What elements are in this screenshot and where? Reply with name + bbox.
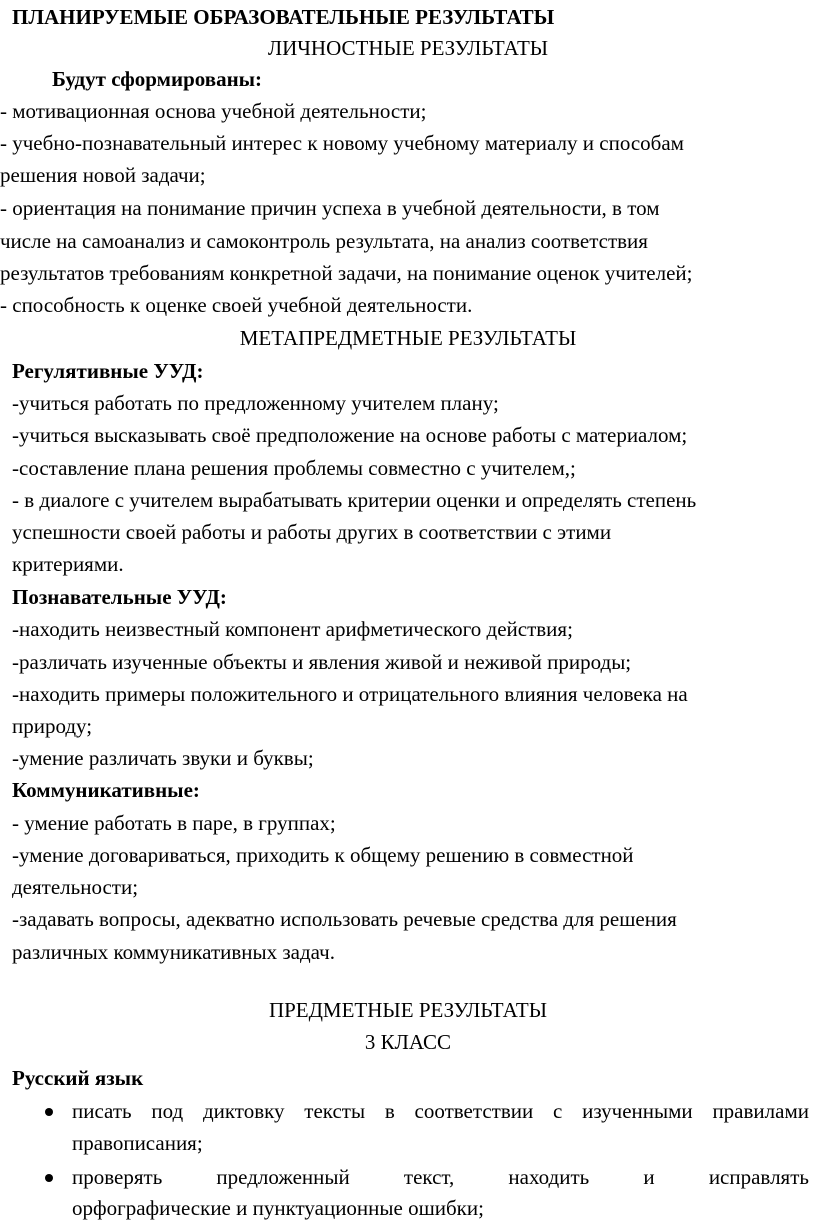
subject-results-heading: ПРЕДМЕТНЫЕ РЕЗУЛЬТАТЫ (268, 998, 548, 1022)
russian-bullet-1-line-2: правописания; (72, 1131, 203, 1155)
word: в (384, 1099, 395, 1123)
personal-line: - учебно-познавательный интерес к новому учебному материалу и способам (0, 131, 684, 155)
word: и (643, 1165, 655, 1189)
word: под (151, 1099, 184, 1123)
personal-line: решения новой задачи; (0, 163, 206, 187)
word: писать (72, 1099, 132, 1123)
russian-bullet-1-line-1 (72, 1096, 809, 1128)
russian-heading: Русский язык (12, 1066, 144, 1090)
communicative-line: -задавать вопросы, адекватно использовать речевые средства для решения (12, 907, 677, 931)
cognitive-line: -находить примеры положительного и отрицательного влияния человека на (12, 682, 688, 706)
russian-bullet-2-line-2: орфографические и пунктуационные ошибки; (72, 1196, 484, 1220)
word: находить (508, 1165, 590, 1189)
word: правилами (712, 1099, 809, 1123)
word: проверять (72, 1165, 163, 1189)
bullet-icon (45, 1108, 53, 1116)
regulative-line: успешности своей работы и работы других в соответствии с этими (12, 520, 612, 544)
word: соответствии (414, 1099, 534, 1123)
personal-results-heading: ЛИЧНОСТНЫЕ РЕЗУЛЬТАТЫ (267, 36, 549, 60)
communicative-line: - умение работать в паре, в группах; (12, 811, 336, 835)
communicative-line: -умение договариваться, приходить к общему решению в совместной (12, 843, 634, 867)
cognitive-line: -умение различать звуки и буквы; (12, 746, 314, 770)
personal-line: - мотивационная основа учебной деятельности; (0, 99, 427, 123)
regulative-line: критериями. (12, 552, 124, 576)
personal-intro: Будут сформированы: (52, 67, 263, 91)
russian-bullet-2-line-1 (72, 1162, 809, 1194)
regulative-heading: Регулятивные УУД: (12, 359, 204, 383)
regulative-line: -учиться высказывать своё предположение на основе работы с материалом; (12, 423, 688, 447)
document-title: ПЛАНИРУЕМЫЕ ОБРАЗОВАТЕЛЬНЫЕ РЕЗУЛЬТАТЫ (12, 5, 555, 29)
regulative-line: - в диалоге с учителем вырабатывать критерии оценки и определять степень (12, 488, 697, 512)
communicative-line: различных коммуникативных задач. (12, 940, 335, 964)
personal-line: результатов требованиям конкретной задачи, на понимание оценок учителей; (0, 261, 693, 285)
personal-line: - способность к оценке своей учебной деятельности. (0, 293, 473, 317)
personal-line: - ориентация на понимание причин успеха в учебной деятельности, в том (0, 196, 660, 220)
word: тексты (304, 1099, 366, 1123)
grade-heading: 3 КЛАСС (364, 1030, 452, 1054)
regulative-line: -составление плана решения проблемы совместно с учителем,; (12, 456, 576, 480)
cognitive-heading: Познавательные УУД: (12, 585, 227, 609)
word: исправлять (708, 1165, 809, 1189)
bullet-icon (45, 1174, 53, 1182)
cognitive-line: природу; (12, 714, 93, 738)
personal-line: числе на самоанализ и самоконтроль результата, на анализ соответствия (0, 229, 648, 253)
meta-results-heading: МЕТАПРЕДМЕТНЫЕ РЕЗУЛЬТАТЫ (239, 326, 577, 350)
word: изученными (582, 1099, 693, 1123)
cognitive-line: -различать изученные объекты и явления живой и неживой природы; (12, 650, 632, 674)
communicative-heading: Коммуникативные: (12, 778, 200, 802)
regulative-line: -учиться работать по предложенному учителем плану; (12, 391, 499, 415)
word: предложенный (216, 1165, 350, 1189)
word: с (552, 1099, 563, 1123)
word: текст, (403, 1165, 455, 1189)
cognitive-line: -находить неизвестный компонент арифметического действия; (12, 617, 573, 641)
word: диктовку (202, 1099, 285, 1123)
communicative-line: деятельности; (12, 875, 139, 899)
